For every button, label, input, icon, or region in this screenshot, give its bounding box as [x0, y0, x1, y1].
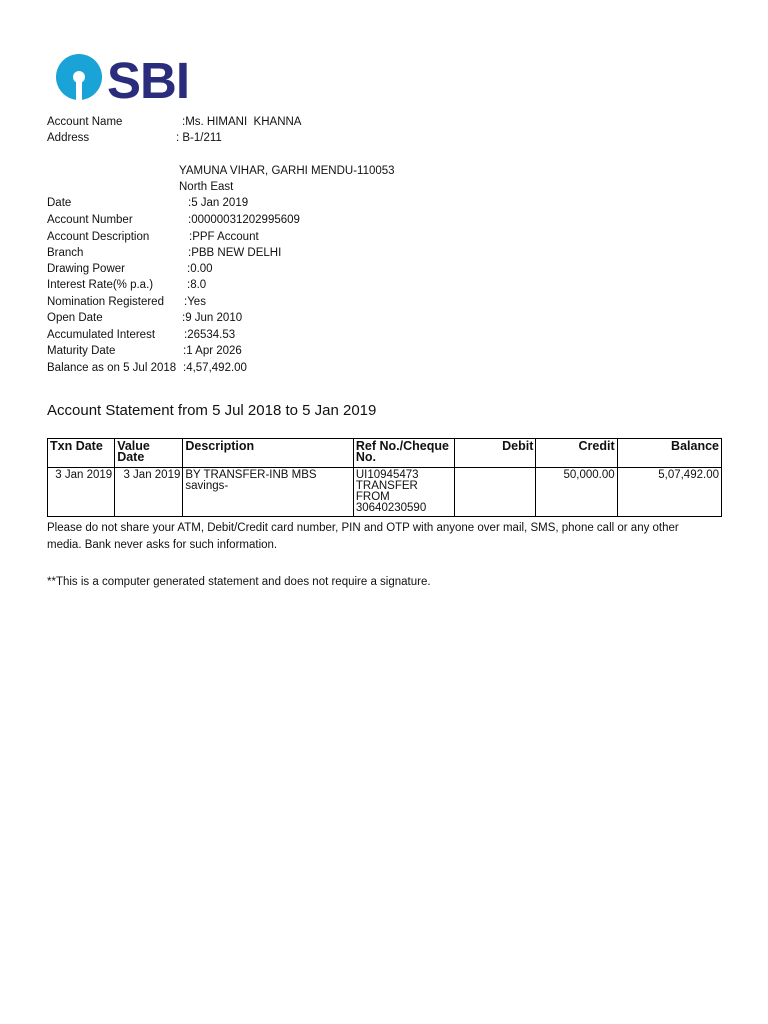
maturity-date-label: Maturity Date	[47, 345, 116, 357]
security-warning-line2: media. Bank never asks for such information.	[47, 538, 278, 551]
sbi-logo	[55, 54, 205, 104]
balance-label: Balance as on 5 Jul 2018	[47, 362, 177, 374]
address-label: Address	[47, 132, 90, 144]
nomination-label: Nomination Registered	[47, 296, 164, 308]
header-debit: Debit	[455, 439, 536, 468]
cell-value-date: 3 Jan 2019	[115, 468, 183, 517]
maturity-date-value: :1 Apr 2026	[183, 345, 242, 357]
security-warning-line1: Please do not share your ATM, Debit/Credit card number, PIN and OTP with anyone over mail, SMS, phone call or any other	[47, 522, 679, 534]
header-ref-no: Ref No./Cheque No.	[353, 439, 454, 468]
branch-label: Branch	[47, 247, 84, 259]
logo-text: SBI	[107, 54, 190, 104]
branch-value: :PBB NEW DELHI	[188, 247, 282, 259]
interest-rate-value: :8.0	[187, 279, 207, 291]
interest-rate-label: Interest Rate(% p.a.)	[47, 279, 154, 291]
header-balance: Balance	[617, 439, 721, 468]
accumulated-interest-label: Accumulated Interest	[47, 329, 156, 341]
open-date-label: Open Date	[47, 312, 103, 324]
address-value-line1: : B-1/211	[176, 132, 222, 144]
account-name-label: Account Name	[47, 116, 123, 128]
security-warning	[47, 520, 679, 553]
date-label: Date	[47, 197, 72, 209]
account-description-label: Account Description	[47, 231, 150, 243]
account-description-value: :PPF Account	[189, 231, 259, 243]
header-value-date: Value Date	[115, 439, 183, 468]
header-txn-date: Txn Date	[48, 439, 115, 468]
drawing-power-label: Drawing Power	[47, 263, 125, 275]
account-number-value: :00000031202995609	[188, 214, 300, 226]
header-credit: Credit	[536, 439, 617, 468]
drawing-power-value: :0.00	[187, 263, 213, 275]
nomination-value: :Yes	[184, 296, 206, 308]
header-description: Description	[183, 439, 354, 468]
date-value: :5 Jan 2019	[188, 197, 249, 209]
account-name-value: :Ms. HIMANI KHANNA	[182, 116, 302, 128]
table-row	[48, 468, 722, 517]
cell-description: BY TRANSFER-INB MBS savings-	[183, 468, 354, 517]
footer-note: **This is a computer generated statement and does not require a signature.	[47, 576, 431, 588]
accumulated-interest-value: :26534.53	[184, 329, 236, 341]
cell-ref-no: UI10945473 TRANSFER FROM 30640230590	[353, 468, 454, 517]
cell-balance: 5,07,492.00	[617, 468, 721, 517]
cell-credit: 50,000.00	[536, 468, 617, 517]
open-date-value: :9 Jun 2010	[182, 312, 243, 324]
cell-txn-date: 3 Jan 2019	[48, 468, 115, 517]
address-value-line2: YAMUNA VIHAR, GARHI MENDU-110053	[179, 165, 395, 177]
statement-table	[47, 438, 722, 517]
balance-value: :4,57,492.00	[183, 362, 247, 374]
address-value-line3: North East	[179, 181, 234, 193]
account-number-label: Account Number	[47, 214, 133, 226]
statement-title: Account Statement from 5 Jul 2018 to 5 Jan 2019	[47, 402, 377, 419]
table-header-row	[48, 439, 722, 468]
cell-debit	[455, 468, 536, 517]
